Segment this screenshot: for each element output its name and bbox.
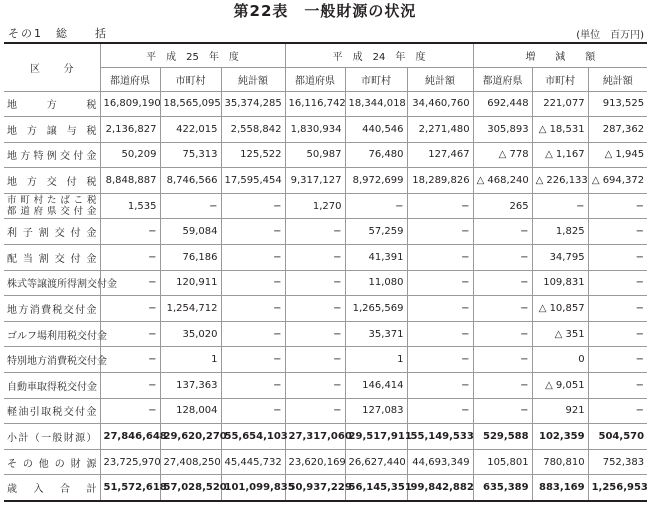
value-cell: − bbox=[407, 296, 473, 322]
value-cell: 35,374,285 bbox=[221, 91, 285, 117]
table-row bbox=[4, 193, 647, 219]
value-cell: 752,383 bbox=[588, 449, 647, 475]
value-cell: 146,414 bbox=[345, 373, 407, 399]
value-cell: 265 bbox=[473, 193, 532, 219]
value-cell: − bbox=[285, 373, 345, 399]
value-cell: 635,389 bbox=[473, 475, 532, 501]
value-cell: − bbox=[407, 245, 473, 271]
row-label-line: 市町村たばこ税 bbox=[7, 195, 97, 207]
value-cell: 287,362 bbox=[588, 117, 647, 143]
value-cell: − bbox=[588, 373, 647, 399]
row-label: 特別地方消費税交付金 bbox=[4, 347, 100, 373]
value-cell: 127,467 bbox=[407, 142, 473, 168]
value-cell: 692,448 bbox=[473, 91, 532, 117]
value-cell: − bbox=[407, 193, 473, 219]
value-cell: 57,028,520 bbox=[160, 475, 221, 501]
value-cell: △ 9,051 bbox=[532, 373, 588, 399]
row-label: 地方譲与税 bbox=[4, 117, 100, 143]
row-label: 利子割交付金 bbox=[4, 219, 100, 245]
value-cell: △ 18,531 bbox=[532, 117, 588, 143]
value-cell: 27,408,250 bbox=[160, 449, 221, 475]
unit-label: (単位 百万円) bbox=[576, 30, 644, 41]
value-cell: − bbox=[407, 270, 473, 296]
value-cell: − bbox=[221, 245, 285, 271]
row-label: 地方消費税交付金 bbox=[4, 296, 100, 322]
value-cell: − bbox=[100, 321, 160, 347]
value-cell: 44,693,349 bbox=[407, 449, 473, 475]
row-label bbox=[4, 193, 100, 219]
value-cell: − bbox=[532, 193, 588, 219]
table-row bbox=[4, 168, 647, 194]
value-cell: 76,186 bbox=[160, 245, 221, 271]
table-row bbox=[4, 91, 647, 117]
value-cell: 59,084 bbox=[160, 219, 221, 245]
value-cell: 41,391 bbox=[345, 245, 407, 271]
value-cell: 105,801 bbox=[473, 449, 532, 475]
value-cell: − bbox=[285, 321, 345, 347]
value-cell: 76,480 bbox=[345, 142, 407, 168]
value-cell: − bbox=[345, 193, 407, 219]
col-header-net-total: 純計額 bbox=[588, 67, 647, 91]
value-cell: 55,149,533 bbox=[407, 424, 473, 450]
value-cell: 27,317,060 bbox=[285, 424, 345, 450]
row-label: 歳入合計 bbox=[4, 475, 100, 501]
value-cell: 34,795 bbox=[532, 245, 588, 271]
table-body bbox=[4, 91, 647, 501]
value-cell: 305,893 bbox=[473, 117, 532, 143]
value-cell: 9,317,127 bbox=[285, 168, 345, 194]
value-cell: − bbox=[160, 193, 221, 219]
table-row bbox=[4, 347, 647, 373]
value-cell: △ 1,167 bbox=[532, 142, 588, 168]
value-cell: 27,846,648 bbox=[100, 424, 160, 450]
value-cell: 102,359 bbox=[532, 424, 588, 450]
table-row bbox=[4, 398, 647, 424]
row-label: 小計（一般財源） bbox=[4, 424, 100, 450]
value-cell: 504,570 bbox=[588, 424, 647, 450]
value-cell: − bbox=[100, 373, 160, 399]
value-cell: 8,972,699 bbox=[345, 168, 407, 194]
value-cell: − bbox=[100, 219, 160, 245]
value-cell: △ 694,372 bbox=[588, 168, 647, 194]
value-cell: − bbox=[407, 321, 473, 347]
value-cell: 109,831 bbox=[532, 270, 588, 296]
table-row bbox=[4, 424, 647, 450]
value-cell: − bbox=[285, 270, 345, 296]
value-cell: 1,265,569 bbox=[345, 296, 407, 322]
value-cell: 57,259 bbox=[345, 219, 407, 245]
value-cell: 2,271,480 bbox=[407, 117, 473, 143]
value-cell: 921 bbox=[532, 398, 588, 424]
value-cell: 8,848,887 bbox=[100, 168, 160, 194]
value-cell: △ 226,133 bbox=[532, 168, 588, 194]
value-cell: − bbox=[473, 296, 532, 322]
value-cell: 23,620,169 bbox=[285, 449, 345, 475]
value-cell: 50,937,229 bbox=[285, 475, 345, 501]
row-label-header: 区 分 bbox=[4, 43, 100, 91]
value-cell: − bbox=[285, 398, 345, 424]
value-cell: − bbox=[473, 398, 532, 424]
table-row bbox=[4, 373, 647, 399]
group-header-h25: 平 成 25 年 度 bbox=[100, 43, 285, 67]
col-header-municipalities: 市町村 bbox=[345, 67, 407, 91]
general-revenue-table bbox=[4, 42, 647, 502]
value-cell: △ 1,945 bbox=[588, 142, 647, 168]
value-cell: 45,445,732 bbox=[221, 449, 285, 475]
value-cell: − bbox=[588, 296, 647, 322]
value-cell: 101,099,835 bbox=[221, 475, 285, 501]
value-cell: 35,020 bbox=[160, 321, 221, 347]
value-cell: △ 10,857 bbox=[532, 296, 588, 322]
value-cell: 99,842,882 bbox=[407, 475, 473, 501]
value-cell: 26,627,440 bbox=[345, 449, 407, 475]
value-cell: 1,830,934 bbox=[285, 117, 345, 143]
row-label: 地方特例交付金 bbox=[4, 142, 100, 168]
value-cell: − bbox=[221, 296, 285, 322]
value-cell: 29,620,270 bbox=[160, 424, 221, 450]
table-row bbox=[4, 219, 647, 245]
row-label: 株式等譲渡所得割交付金 bbox=[4, 270, 100, 296]
value-cell: 422,015 bbox=[160, 117, 221, 143]
value-cell: − bbox=[473, 270, 532, 296]
value-cell: 1,535 bbox=[100, 193, 160, 219]
value-cell: 1 bbox=[160, 347, 221, 373]
value-cell: 2,558,842 bbox=[221, 117, 285, 143]
row-label: 配当割交付金 bbox=[4, 245, 100, 271]
value-cell: − bbox=[285, 219, 345, 245]
value-cell: − bbox=[407, 219, 473, 245]
value-cell: △ 468,240 bbox=[473, 168, 532, 194]
value-cell: 128,004 bbox=[160, 398, 221, 424]
value-cell: 35,371 bbox=[345, 321, 407, 347]
value-cell: 127,083 bbox=[345, 398, 407, 424]
value-cell: − bbox=[100, 245, 160, 271]
col-header-net-total: 純計額 bbox=[221, 67, 285, 91]
table-row bbox=[4, 270, 647, 296]
value-cell: − bbox=[285, 245, 345, 271]
value-cell: − bbox=[100, 347, 160, 373]
value-cell: 75,313 bbox=[160, 142, 221, 168]
value-cell: 16,809,190 bbox=[100, 91, 160, 117]
group-header-change: 増 減 額 bbox=[473, 43, 647, 67]
value-cell: − bbox=[588, 270, 647, 296]
value-cell: − bbox=[473, 373, 532, 399]
table-row bbox=[4, 245, 647, 271]
value-cell: 55,654,103 bbox=[221, 424, 285, 450]
value-cell: − bbox=[285, 296, 345, 322]
value-cell: 913,525 bbox=[588, 91, 647, 117]
value-cell: 1,270 bbox=[285, 193, 345, 219]
value-cell: 883,169 bbox=[532, 475, 588, 501]
value-cell: − bbox=[588, 219, 647, 245]
value-cell: 18,344,018 bbox=[345, 91, 407, 117]
value-cell: 17,595,454 bbox=[221, 168, 285, 194]
value-cell: 780,810 bbox=[532, 449, 588, 475]
value-cell: − bbox=[221, 193, 285, 219]
value-cell: 34,460,760 bbox=[407, 91, 473, 117]
value-cell: − bbox=[100, 296, 160, 322]
col-header-prefectures: 都道府県 bbox=[473, 67, 532, 91]
table-subtitle: その1 総 括 bbox=[8, 27, 108, 40]
col-header-prefectures: 都道府県 bbox=[100, 67, 160, 91]
table-row bbox=[4, 296, 647, 322]
value-cell: − bbox=[100, 398, 160, 424]
value-cell: − bbox=[588, 193, 647, 219]
table-row bbox=[4, 142, 647, 168]
value-cell: 16,116,742 bbox=[285, 91, 345, 117]
page-title: 第22表 一般財源の状況 bbox=[233, 2, 417, 20]
table-row bbox=[4, 321, 647, 347]
value-cell: 120,911 bbox=[160, 270, 221, 296]
col-header-municipalities: 市町村 bbox=[160, 67, 221, 91]
row-label: 軽油引取税交付金 bbox=[4, 398, 100, 424]
value-cell: − bbox=[100, 270, 160, 296]
value-cell: − bbox=[588, 321, 647, 347]
value-cell: 11,080 bbox=[345, 270, 407, 296]
value-cell: − bbox=[473, 245, 532, 271]
value-cell: − bbox=[407, 373, 473, 399]
table-row bbox=[4, 449, 647, 475]
col-header-prefectures: 都道府県 bbox=[285, 67, 345, 91]
value-cell: 1 bbox=[345, 347, 407, 373]
row-label: ゴルフ場利用税交付金 bbox=[4, 321, 100, 347]
value-cell: − bbox=[221, 270, 285, 296]
value-cell: 29,517,911 bbox=[345, 424, 407, 450]
value-cell: 56,145,351 bbox=[345, 475, 407, 501]
value-cell: 137,363 bbox=[160, 373, 221, 399]
value-cell: − bbox=[407, 347, 473, 373]
row-label: 地方交付税 bbox=[4, 168, 100, 194]
value-cell: 221,077 bbox=[532, 91, 588, 117]
row-label: その他の財源 bbox=[4, 449, 100, 475]
value-cell: 50,209 bbox=[100, 142, 160, 168]
value-cell: 0 bbox=[532, 347, 588, 373]
value-cell: − bbox=[221, 347, 285, 373]
row-label: 地方税 bbox=[4, 91, 100, 117]
value-cell: − bbox=[221, 373, 285, 399]
table-row bbox=[4, 117, 647, 143]
value-cell: △ 778 bbox=[473, 142, 532, 168]
row-label: 自動車取得税交付金 bbox=[4, 373, 100, 399]
value-cell: △ 351 bbox=[532, 321, 588, 347]
value-cell: 18,565,095 bbox=[160, 91, 221, 117]
value-cell: − bbox=[588, 347, 647, 373]
value-cell: 1,254,712 bbox=[160, 296, 221, 322]
value-cell: − bbox=[588, 245, 647, 271]
value-cell: − bbox=[285, 347, 345, 373]
value-cell: 125,522 bbox=[221, 142, 285, 168]
value-cell: 51,572,618 bbox=[100, 475, 160, 501]
value-cell: − bbox=[407, 398, 473, 424]
value-cell: 1,825 bbox=[532, 219, 588, 245]
value-cell: 50,987 bbox=[285, 142, 345, 168]
col-header-municipalities: 市町村 bbox=[532, 67, 588, 91]
value-cell: 18,289,826 bbox=[407, 168, 473, 194]
col-header-net-total: 純計額 bbox=[407, 67, 473, 91]
group-header-h24: 平 成 24 年 度 bbox=[285, 43, 473, 67]
value-cell: 8,746,566 bbox=[160, 168, 221, 194]
value-cell: − bbox=[473, 347, 532, 373]
value-cell: − bbox=[588, 398, 647, 424]
value-cell: 23,725,970 bbox=[100, 449, 160, 475]
row-label-line: 都道府県交付金 bbox=[7, 206, 97, 218]
value-cell: 2,136,827 bbox=[100, 117, 160, 143]
value-cell: − bbox=[221, 219, 285, 245]
value-cell: − bbox=[473, 219, 532, 245]
table-row bbox=[4, 475, 647, 501]
value-cell: − bbox=[221, 398, 285, 424]
value-cell: 1,256,953 bbox=[588, 475, 647, 501]
value-cell: − bbox=[473, 321, 532, 347]
value-cell: 440,546 bbox=[345, 117, 407, 143]
value-cell: 529,588 bbox=[473, 424, 532, 450]
value-cell: − bbox=[221, 321, 285, 347]
